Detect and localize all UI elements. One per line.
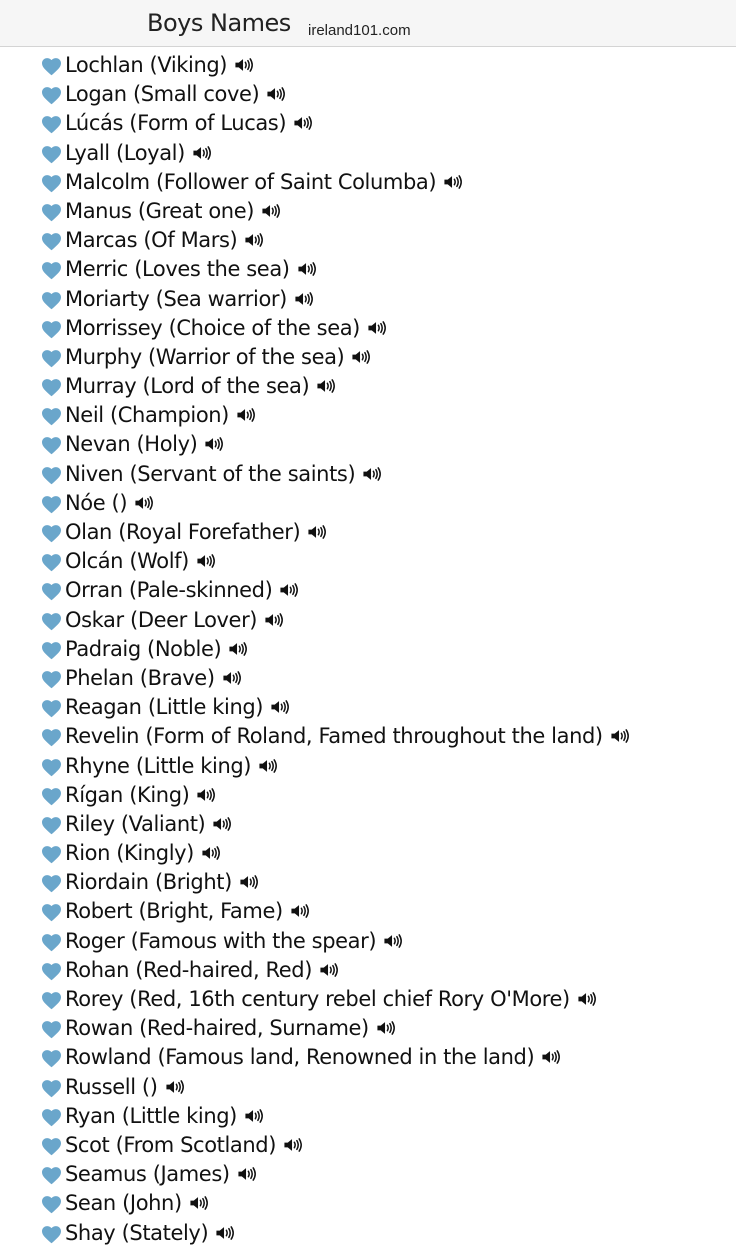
speaker-icon[interactable] [204,436,223,452]
speaker-icon[interactable] [293,115,312,131]
name-entry [65,1220,234,1247]
heart-icon [41,728,62,747]
heart-icon [41,845,62,864]
name-entry [65,1132,302,1159]
list-item [0,255,736,284]
heart-icon [41,582,62,601]
list-item [0,752,736,781]
name-entry [65,782,215,809]
name-entry [65,256,316,283]
heart-icon [41,670,62,689]
heart-icon [41,174,62,193]
speaker-icon[interactable] [234,57,253,73]
speaker-icon[interactable] [319,962,338,978]
list-item [0,722,736,751]
list-item [0,576,736,605]
speaker-icon[interactable] [239,874,258,890]
list-item [0,226,736,255]
speaker-icon[interactable] [351,349,370,365]
name-entry [65,140,211,167]
speaker-icon[interactable] [264,612,283,628]
list-item [0,927,736,956]
speaker-icon[interactable] [383,933,402,949]
name-entry [65,898,309,925]
list-item [0,168,736,197]
list-item [0,897,736,926]
heart-icon [41,291,62,310]
name-label: Merric (Loves the sea) [65,257,290,282]
name-label: Riley (Valiant) [65,811,206,836]
heart-icon [41,874,62,893]
speaker-icon[interactable] [294,291,313,307]
heart-icon [41,962,62,981]
name-entry [65,402,255,429]
page-title: Boys Names [147,9,291,37]
heart-icon [41,641,62,660]
name-entry [65,198,280,225]
name-entry [65,52,253,79]
heart-icon [41,903,62,922]
name-label: Lochlan (Viking) [65,53,228,77]
name-entry [65,1074,184,1101]
heart-icon [41,612,62,631]
page-header [0,0,736,47]
heart-icon [41,349,62,368]
name-entry [65,840,220,867]
name-entry [65,169,462,196]
name-label: Robert (Bright, Fame) [65,899,283,924]
speaker-icon[interactable] [237,1166,256,1182]
heart-icon [41,1049,62,1068]
heart-icon [41,524,62,543]
speaker-icon[interactable] [270,699,289,715]
speaker-icon[interactable] [279,582,298,598]
speaker-icon[interactable] [134,495,153,511]
speaker-icon[interactable] [192,145,211,161]
name-label: Ryan (Little king) [65,1103,237,1128]
speaker-icon[interactable] [266,86,285,102]
name-entry [65,1103,263,1130]
speaker-icon[interactable] [222,670,241,686]
name-entry [65,928,402,955]
speaker-icon[interactable] [215,1225,234,1241]
name-label: Olan (Royal Forefather) [65,520,301,544]
speaker-icon[interactable] [541,1049,560,1065]
name-entry [65,519,326,546]
list-item [0,109,736,138]
list-item [0,1014,736,1043]
name-entry [65,548,215,575]
heart-icon [41,553,62,572]
name-entry [65,753,277,780]
heart-icon [41,466,62,485]
name-label: Oskar (Deer Lover) [65,607,258,632]
name-entry [65,869,258,896]
heart-icon [41,436,62,455]
name-label: Niven (Servant of the saints) [65,461,356,486]
speaker-icon[interactable] [443,174,462,190]
list-item [0,985,736,1014]
name-label: Russell () [65,1074,158,1099]
list-item [0,1102,736,1131]
heart-icon [41,1108,62,1127]
name-label: Rorey (Red, 16th century rebel chief Rory O'More) [65,987,570,1011]
name-label: Neil (Champion) [65,403,229,428]
heart-icon [41,1166,62,1185]
list-item [0,839,736,868]
name-label: Roger (Famous with the spear) [65,928,377,953]
heart-icon [41,758,62,777]
name-entry [65,81,285,108]
name-entry [65,694,289,721]
list-item [0,956,736,985]
list-item [0,693,736,722]
heart-icon [41,115,62,134]
speaker-icon[interactable] [367,320,386,336]
name-label: Reagan (Little king) [65,695,264,720]
list-item [0,664,736,693]
list-item [0,810,736,839]
heart-icon [41,933,62,952]
name-label: Scot (From Scotland) [65,1132,277,1157]
list-item [0,197,736,226]
heart-icon [41,407,62,426]
name-label: Malcolm (Follower of Saint Columba) [65,169,437,194]
heart-icon [41,1079,62,1098]
list-item [0,80,736,109]
name-label: Rohan (Red-haired, Red) [65,957,313,982]
name-entry [65,577,298,604]
list-item [0,489,736,518]
heart-icon [41,816,62,835]
speaker-icon[interactable] [212,816,231,832]
heart-icon [41,991,62,1010]
name-entry [65,110,312,137]
name-entry [65,636,247,663]
name-label: Logan (Small cove) [65,82,260,107]
name-label: Nevan (Holy) [65,432,198,457]
heart-icon [41,699,62,718]
name-label: Rígan (King) [65,782,190,807]
list-item [0,51,736,80]
list-item [0,518,736,547]
name-entry [65,461,381,488]
list-item [0,1160,736,1189]
heart-icon [41,261,62,280]
list-item [0,547,736,576]
name-entry [65,607,283,634]
name-entry [65,431,223,458]
heart-icon [41,378,62,397]
name-entry [65,811,231,838]
speaker-icon[interactable] [258,758,277,774]
heart-icon [41,1020,62,1039]
list-item [0,1219,736,1248]
name-label: Orran (Pale-skinned) [65,578,273,603]
name-entry [65,1015,395,1042]
name-entry [65,957,338,984]
name-label: Murray (Lord of the sea) [65,374,310,399]
speaker-icon[interactable] [228,641,247,657]
speaker-icon[interactable] [261,203,280,219]
name-entry [65,315,386,342]
heart-icon [41,495,62,514]
heart-icon [41,787,62,806]
list-item [0,401,736,430]
name-label: Sean (John) [65,1191,182,1216]
name-label: Riordain (Bright) [65,870,232,895]
list-item [0,781,736,810]
speaker-icon[interactable] [196,553,215,569]
name-list [0,51,736,1248]
name-label: Seamus (James) [65,1162,230,1187]
name-label: Rowland (Famous land, Renowned in the land) [65,1045,535,1070]
name-label: Lúcás (Form of Lucas) [65,111,287,136]
list-item [0,314,736,343]
name-entry [65,986,596,1013]
name-label: Padraig (Noble) [65,636,222,661]
name-label: Phelan (Brave) [65,665,215,690]
speaker-icon[interactable] [610,728,629,744]
list-item [0,372,736,401]
name-entry [65,1161,256,1188]
speaker-icon[interactable] [577,991,596,1007]
list-item [0,343,736,372]
list-item [0,606,736,635]
heart-icon [41,1225,62,1244]
name-label: Murphy (Warrior of the sea) [65,344,345,369]
name-entry [65,344,370,371]
speaker-icon[interactable] [244,1108,263,1124]
heart-icon [41,57,62,76]
name-label: Lyall (Loyal) [65,140,185,165]
heart-icon [41,232,62,251]
speaker-icon[interactable] [290,903,309,919]
name-entry [65,1190,208,1217]
list-item [0,460,736,489]
name-entry [65,723,629,750]
speaker-icon[interactable] [201,845,220,861]
name-entry [65,1044,560,1071]
list-item [0,139,736,168]
speaker-icon[interactable] [236,407,255,423]
speaker-icon[interactable] [244,232,263,248]
speaker-icon[interactable] [376,1020,395,1036]
heart-icon [41,203,62,222]
list-item [0,1131,736,1160]
heart-icon [41,86,62,105]
name-entry [65,665,241,692]
list-item [0,868,736,897]
name-label: Shay (Stately) [65,1220,209,1245]
speaker-icon[interactable] [196,787,215,803]
name-label: Rowan (Red-haired, Surname) [65,1016,369,1041]
list-item [0,1189,736,1218]
name-label: Rion (Kingly) [65,841,194,866]
heart-icon [41,1195,62,1214]
name-entry [65,227,263,254]
speaker-icon[interactable] [316,378,335,394]
list-item [0,430,736,459]
name-label: Rhyne (Little king) [65,753,252,778]
name-label: Revelin (Form of Roland, Famed throughout the land) [65,724,603,749]
speaker-icon[interactable] [165,1079,184,1095]
name-entry [65,490,153,517]
heart-icon [41,320,62,339]
list-item [0,285,736,314]
name-label: Nóe () [65,490,128,515]
name-label: Morrissey (Choice of the sea) [65,315,360,340]
heart-icon [41,145,62,164]
name-label: Olcán (Wolf) [65,549,189,574]
name-label: Moriarty (Sea warrior) [65,286,287,311]
speaker-icon[interactable] [297,261,316,277]
list-item [0,1073,736,1102]
speaker-icon[interactable] [189,1195,208,1211]
list-item [0,635,736,664]
speaker-icon[interactable] [307,524,326,540]
name-label: Marcas (Of Mars) [65,228,238,253]
site-name[interactable]: ireland101.com [308,22,411,39]
name-entry [65,286,313,313]
name-label: Manus (Great one) [65,198,255,223]
list-item [0,1043,736,1072]
name-entry [65,373,335,400]
heart-icon [41,1137,62,1156]
speaker-icon[interactable] [362,466,381,482]
speaker-icon[interactable] [283,1137,302,1153]
